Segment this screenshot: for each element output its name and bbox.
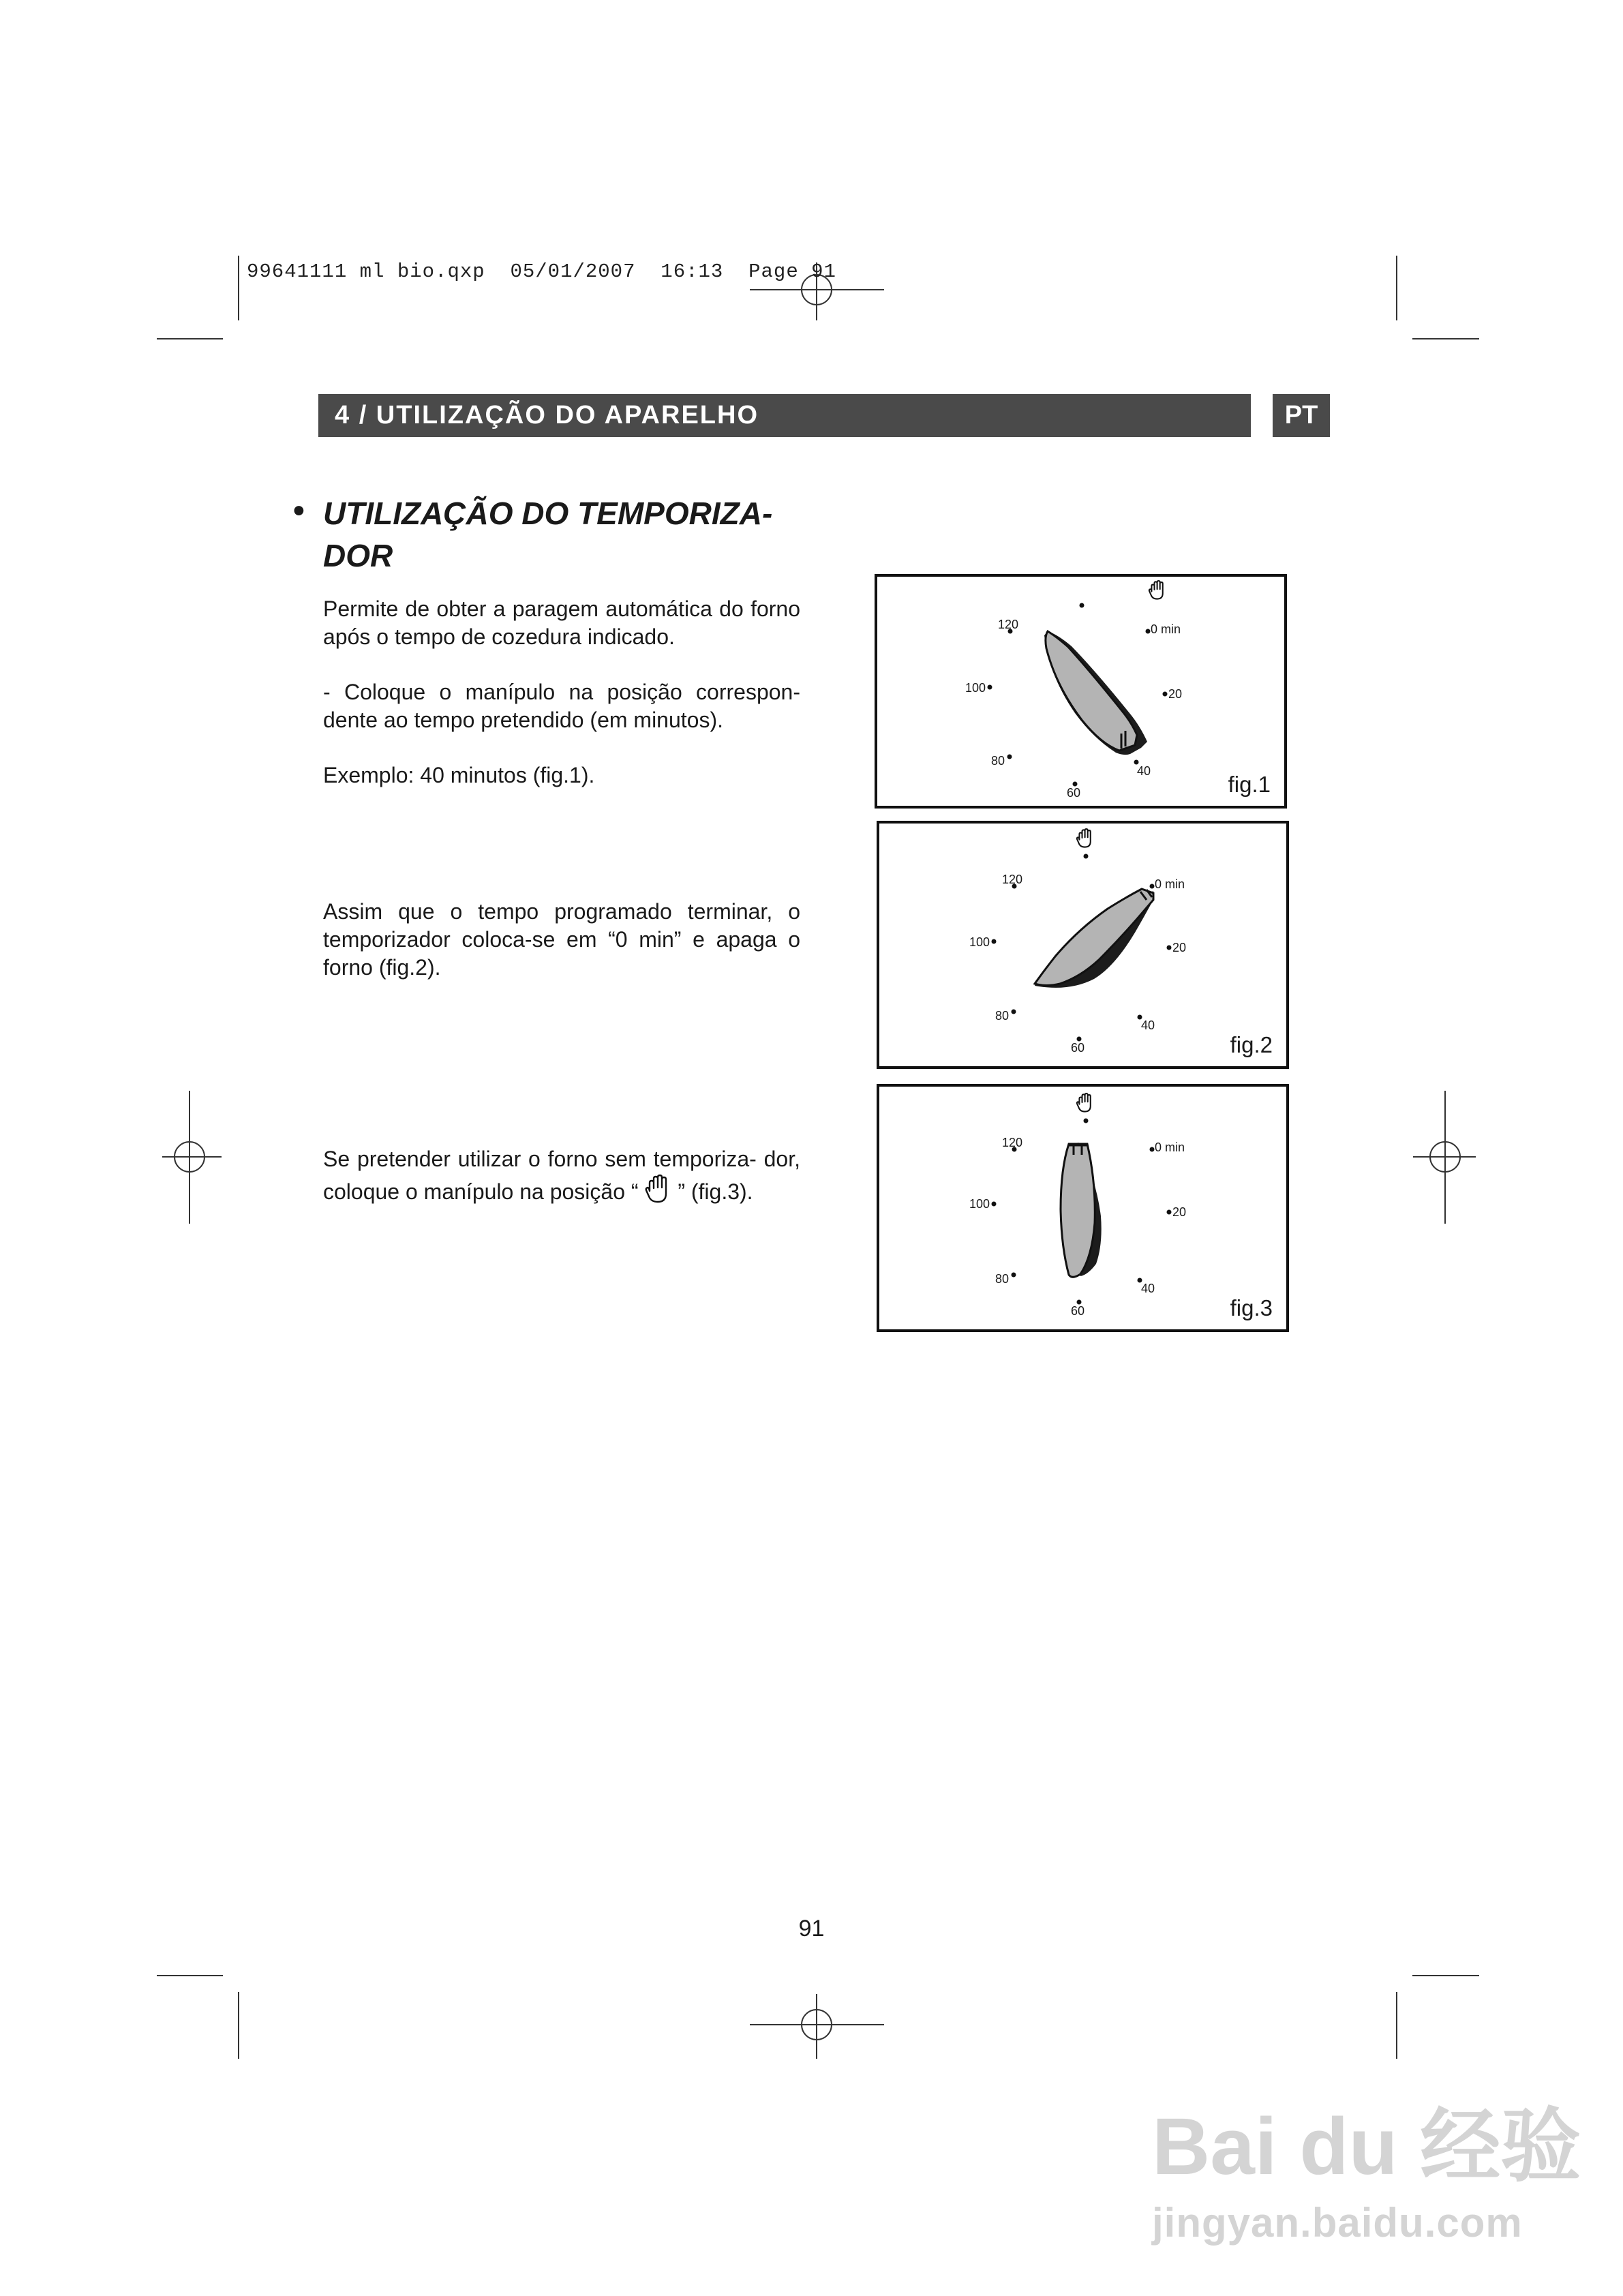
dial-label-40-3: 40	[1141, 1282, 1155, 1295]
dial-label-40: 40	[1137, 764, 1151, 778]
baidu-watermark	[1152, 2102, 1581, 2246]
figure-2-caption: fig.2	[1230, 1032, 1273, 1057]
dial-label-60: 60	[1067, 786, 1081, 800]
dial-label-80-2: 80	[995, 1009, 1010, 1023]
timer-dial-fig3	[879, 1087, 1286, 1329]
knob-pointer-0min	[1035, 889, 1154, 988]
no-timer-text-a: Se pretender utilizar o forno sem temporiza- dor, coloque o manípulo na posição “	[323, 1147, 800, 1204]
language-badge: PT	[1273, 394, 1330, 437]
hand-position-icon-3	[1077, 1093, 1091, 1112]
hand-position-icon	[1149, 581, 1163, 599]
end-paragraph: Assim que o tempo programado terminar, o temporizador coloca-se em “0 min” e apaga o forno (fig.2).	[323, 899, 800, 980]
dial-label-120: 120	[998, 618, 1019, 631]
figure-3-caption: fig.3	[1230, 1295, 1273, 1320]
dial-label-80-3: 80	[995, 1272, 1010, 1286]
file-slug: 99641111 ml bio.qxp 05/01/2007 16:13 Page 91	[247, 260, 836, 283]
section-title-line2: DOR	[323, 538, 393, 573]
dial-label-20: 20	[1168, 687, 1183, 701]
dial-label-60-2: 60	[1071, 1041, 1085, 1055]
dial-label-20-3: 20	[1172, 1205, 1187, 1219]
knob-pointer-off	[1061, 1143, 1102, 1277]
no-timer-text-b: ” (fig.3).	[678, 1179, 753, 1204]
example-paragraph: Exemplo: 40 minutos (fig.1).	[323, 763, 595, 787]
chapter-header	[318, 394, 1251, 437]
figure-2	[877, 821, 1289, 1069]
section-title-line1: UTILIZAÇÃO DO TEMPORIZA-	[323, 496, 773, 531]
figure-1-caption: fig.1	[1228, 772, 1271, 797]
dial-label-100: 100	[965, 681, 986, 695]
chapter-title: 4 / UTILIZAÇÃO DO APARELHO	[335, 401, 759, 429]
watermark-url: jingyan.baidu.com	[1152, 2200, 1523, 2246]
page-number: 91	[798, 1916, 825, 1942]
watermark-brand: Bai du 经验	[1152, 2102, 1581, 2192]
dial-label-60-3: 60	[1071, 1304, 1085, 1318]
dial-label-0min: 0 min	[1151, 622, 1181, 636]
hand-position-icon-2	[1077, 829, 1091, 847]
dial-label-40-2: 40	[1141, 1018, 1155, 1032]
section-bullet: •	[293, 493, 305, 529]
dial-label-100-3: 100	[969, 1197, 990, 1211]
dial-label-100-2: 100	[969, 935, 990, 949]
intro-paragraph: Permite de obter a paragem automática do forno após o tempo de cozedura indicado.	[323, 596, 800, 649]
dial-label-20-2: 20	[1172, 941, 1187, 954]
dial-label-0min-3: 0 min	[1155, 1141, 1185, 1154]
instruction-paragraph: - Coloque o manípulo na posição correspon- dente ao tempo pretendido (em minutos).	[323, 680, 800, 732]
dial-label-80: 80	[991, 754, 1005, 768]
dial-label-120-3: 120	[1002, 1136, 1023, 1149]
figure-1	[875, 574, 1287, 809]
timer-dial-fig2	[879, 824, 1286, 1066]
figure-3	[877, 1084, 1289, 1332]
hand-icon	[644, 1173, 671, 1205]
section-title	[323, 492, 800, 577]
dial-label-0min-2: 0 min	[1155, 877, 1185, 891]
dial-label-120-2: 120	[1002, 873, 1023, 886]
knob-pointer-40min	[1044, 631, 1147, 755]
no-timer-paragraph	[323, 1145, 800, 1206]
timer-dial-fig1	[877, 577, 1284, 806]
